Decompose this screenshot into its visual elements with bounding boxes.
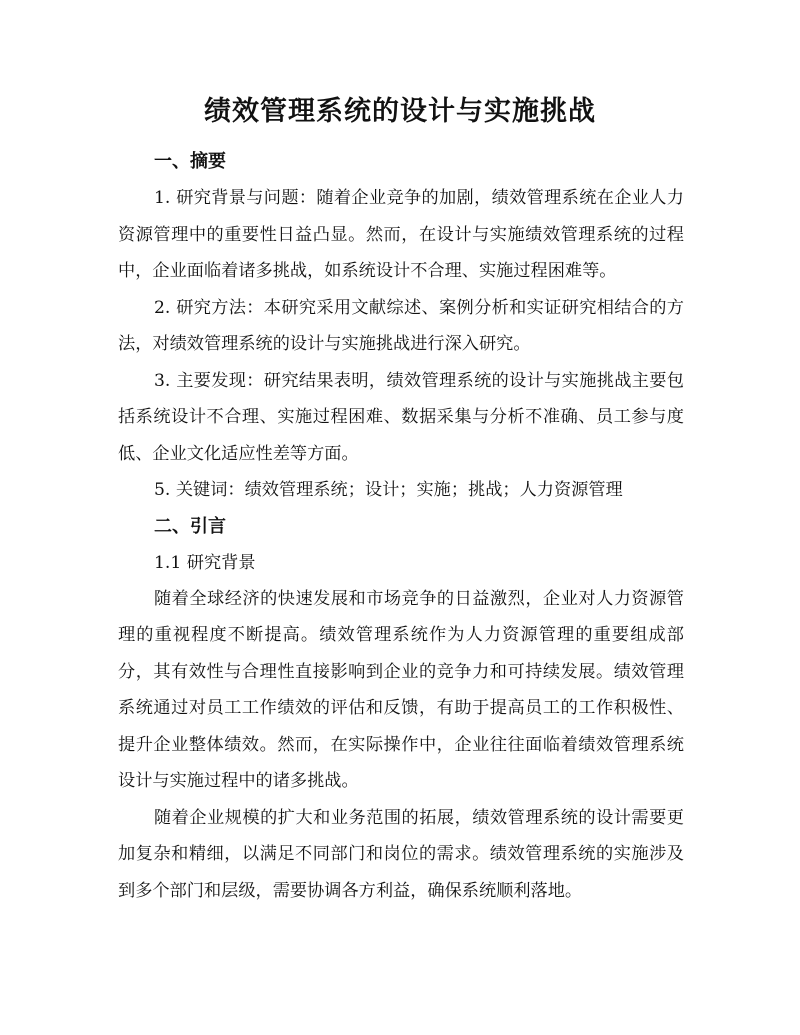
abstract-item-method: 2. 研究方法：本研究采用文献综述、案例分析和实证研究相结合的方法，对绩效管理系统的设计与实施挑战进行深入研究。	[118, 297, 684, 354]
subsection-heading-research-background: 1.1 研究背景	[154, 552, 256, 573]
introduction-paragraph: 随着全球经济的快速发展和市场竞争的日益激烈，企业对人力资源管理的重视程度不断提高。绩效管理系统作为人力资源管理的重要组成部分，其有效性与合理性直接影响到企业的竞争力和可持续发展。绩效管理系统通过对员工工作绩效的评估和反馈，有助于提高员工的工作积极性、提升企业整体绩效。然而，在实际操作中，企业往往面临着绩效管理系统设计与实施过程中的诸多挑战。	[118, 588, 684, 791]
section-heading-abstract: 一、摘要	[154, 151, 226, 172]
document-title: 绩效管理系统的设计与实施挑战	[204, 96, 596, 127]
abstract-item-keywords: 5. 关键词：绩效管理系统；设计；实施；挑战；人力资源管理	[154, 480, 623, 500]
document-body	[118, 144, 684, 909]
introduction-paragraph: 随着企业规模的扩大和业务范围的拓展，绩效管理系统的设计需要更加复杂和精细，以满足不同部门和岗位的需求。绩效管理系统的实施涉及到多个部门和层级，需要协调各方利益，确保系统顺利落地。	[118, 807, 684, 901]
section-heading-introduction: 二、引言	[154, 515, 226, 537]
abstract-item-findings: 3. 主要发现：研究结果表明，绩效管理系统的设计与实施挑战主要包括系统设计不合理、实施过程困难、数据采集与分析不准确、员工参与度低、企业文化适应性差等方面。	[118, 370, 684, 464]
abstract-item-background: 1. 研究背景与问题：随着企业竞争的加剧，绩效管理系统在企业人力资源管理中的重要性日益凸显。然而，在设计与实施绩效管理系统的过程中，企业面临着诸多挑战，如系统设计不合理、实施过程困难等。	[118, 188, 684, 281]
